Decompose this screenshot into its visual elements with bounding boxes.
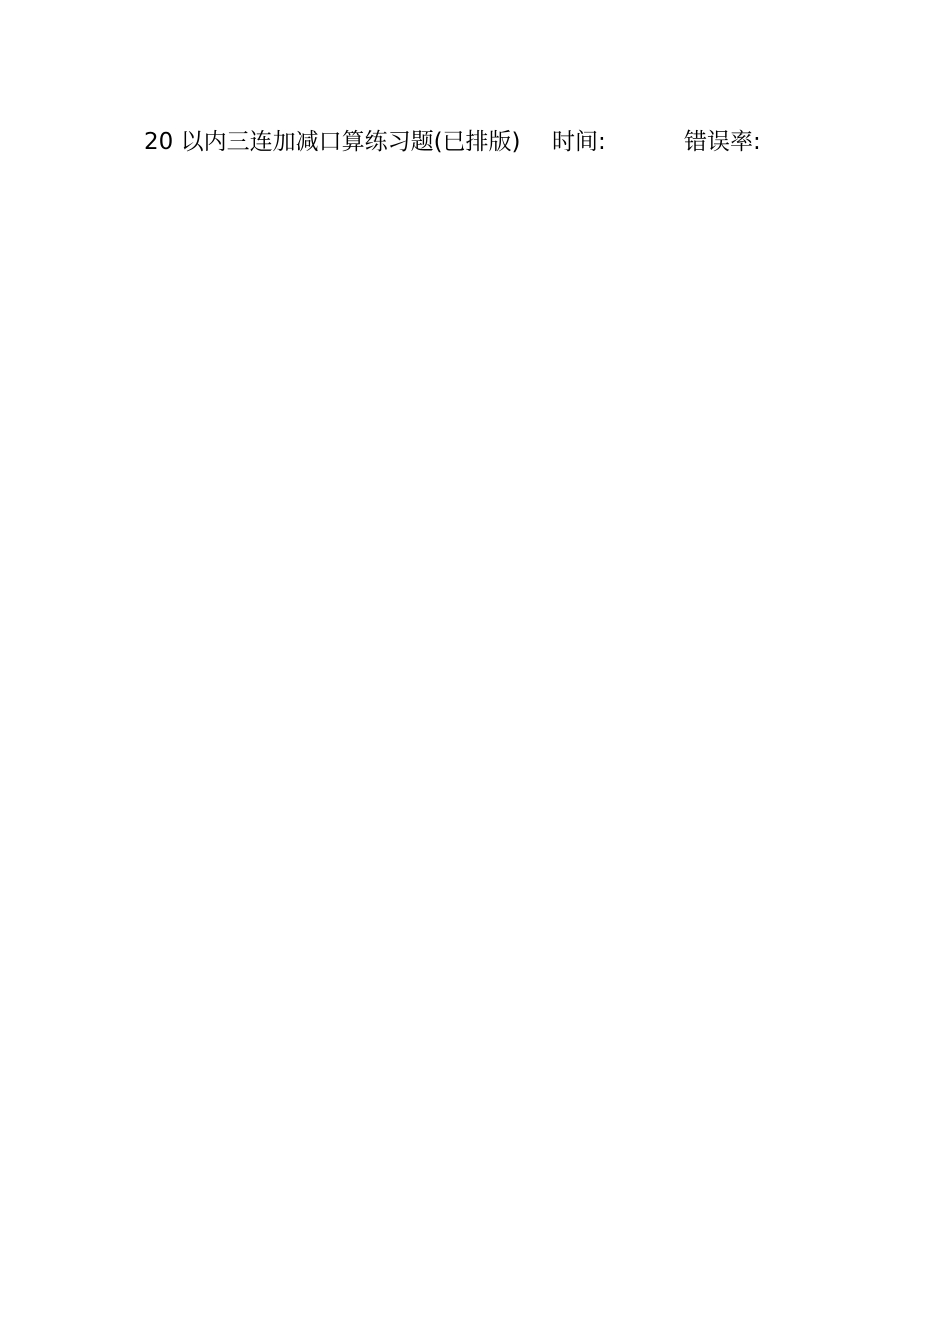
error-rate-label: 错误率: bbox=[684, 129, 761, 155]
time-label: 时间: bbox=[552, 129, 606, 155]
page-title: 20 以内三连加减口算练习题(已排版) bbox=[144, 129, 521, 155]
